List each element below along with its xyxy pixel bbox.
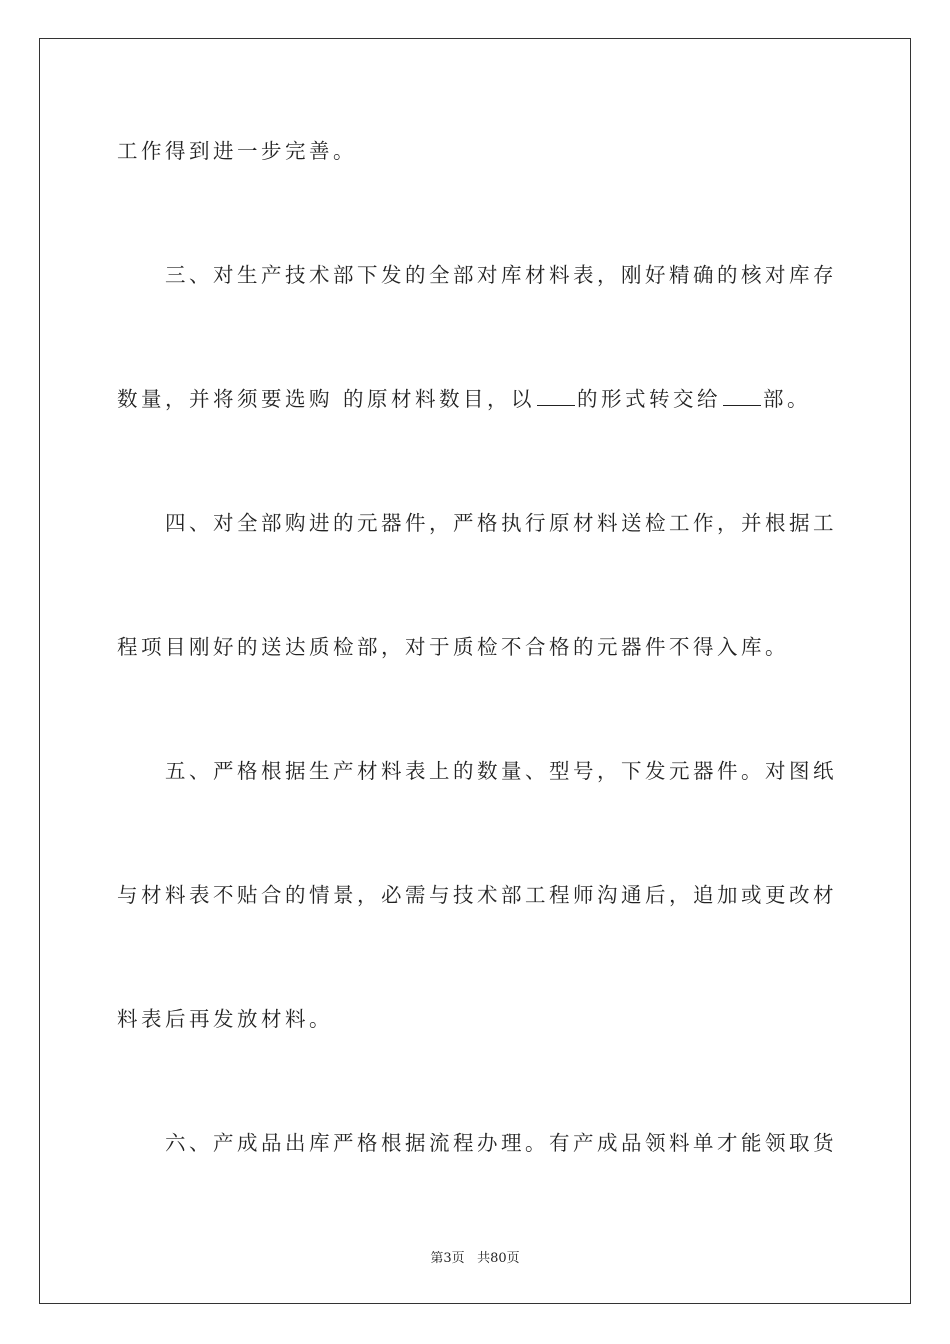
page-total: 共80页 [477, 1251, 520, 1266]
paragraph-5-line-1: 五、严格根据生产材料表上的数量、型号，下发元器件。对图纸 [165, 759, 837, 783]
paragraph-6-line-1: 六、产成品出库严格根据流程办理。有产成品领料单才能领取货 [165, 1131, 837, 1155]
paragraph-3-line-2-part-3: 部。 [763, 387, 812, 411]
blank-underline-1 [537, 385, 575, 406]
paragraph-5-line-3: 料表后再发放材料。 [117, 1007, 333, 1031]
paragraph-3-line-2 [117, 385, 833, 413]
paragraph-3-line-1: 三、对生产技术部下发的全部对库材料表，刚好精确的核对库存 [165, 263, 837, 287]
paragraph-4-line-2: 程项目刚好的送达质检部，对于质检不合格的元器件不得入库。 [117, 635, 789, 659]
paragraph-3-line-2-part-1: 数量，并将须要选购 的原材料数目，以 [117, 387, 536, 411]
paragraph-4-line-1: 四、对全部购进的元器件，严格执行原材料送检工作，并根据工 [165, 511, 837, 535]
blank-underline-2 [723, 385, 761, 406]
page-footer [0, 1247, 950, 1266]
paragraph-5-line-2: 与材料表不贴合的情景，必需与技术部工程师沟通后，追加或更改材 [117, 883, 837, 907]
text-line-1: 工作得到进一步完善。 [117, 139, 357, 163]
page-number: 第3页 [430, 1251, 465, 1266]
paragraph-3-line-2-part-2: 的形式转交给 [577, 387, 722, 411]
page-border [39, 38, 911, 1304]
